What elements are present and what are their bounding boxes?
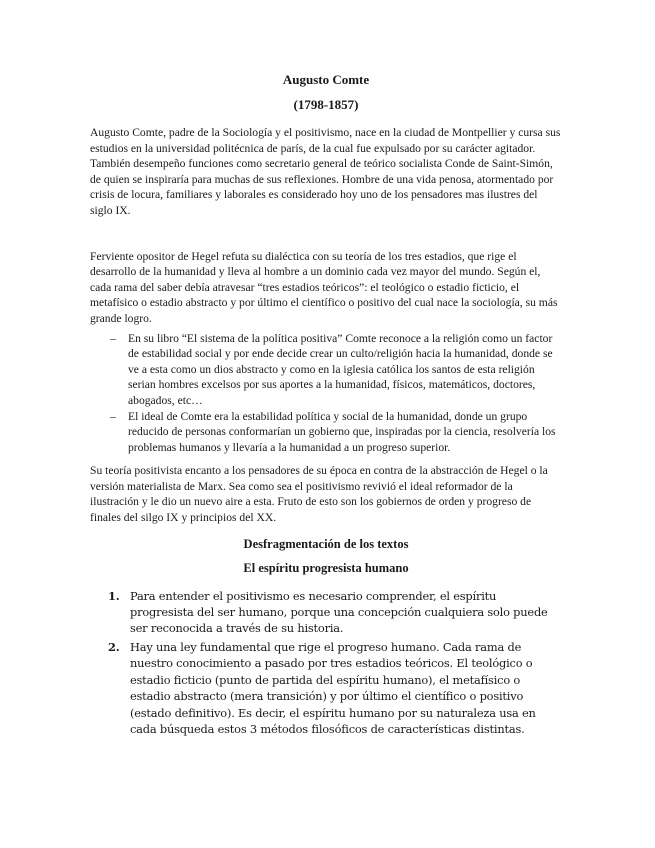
dash-marker: – xyxy=(110,409,116,423)
life-dates: (1798-1857) xyxy=(293,97,359,112)
intro-paragraph: Augusto Comte, padre de la Sociología y el positivismo, nace en la ciudad de Montpellier y cursa sus estudios en la universidad politécnica de parís, de la cual fue expulsado por su carácter agitador. También desempeño funciones como secretario general de teórico socialista Conde de Saint-Simón, de quien se inspiraría para muchas de sus reflexiones. Hombre de una vida penosa, atormentado por crisis de locura, familiares y laborales es considerado hoy uno de los pensadores mas ilustres del siglo IX. xyxy=(90,126,561,217)
numbered-item xyxy=(90,588,562,637)
bullet-text: En su libro “El sistema de la política positiva” Comte reconoce a la religión como un factor de estabilidad social y por ende decide crear un culto/religión hacia la humanidad, donde se ve a esta como un dios abstracto y como en la iglesia católica los santos de esta religión serian hombres excelsos por sus aportes a la humanidad, físicos, matemáticos, doctores, abogados, etc… xyxy=(128,331,553,407)
bullet-list xyxy=(90,331,562,456)
section-subtitle: El espíritu progresista humano xyxy=(243,560,409,575)
document-page xyxy=(90,72,562,739)
theory-paragraph: Ferviente opositor de Hegel refuta su dialéctica con su teoría de los tres estadios, que rige el desarrollo de la humanidad y lleva al hombre a un dominio cada vez mayor del mundo. Según el, cada rama del saber debía atravesar “tres estadios teóricos”: el teológico o estadio ficticio, el metafísico o estadio abstracto y por último el científico o positivo del cual nace la sociología, su más grande logro. xyxy=(90,249,558,325)
numbered-list xyxy=(90,588,562,738)
item-number: 2. xyxy=(108,639,120,654)
positivism-paragraph: Su teoría positivista encanto a los pensadores de su época en contra de la abstracción de Hegel o la versión materialista de Marx. Sea como sea el positivismo revivió el ideal reformador de la ilustración y le dio un nuevo aire a esta. Fruto de esto son los gobiernos de orden y progreso de finales del silgo IX y principios del XX. xyxy=(90,464,548,525)
bullet-item xyxy=(90,409,562,456)
document-title: Augusto Comte xyxy=(282,72,370,87)
item-number: 1. xyxy=(108,588,120,603)
section-title: Desfragmentación de los textos xyxy=(243,536,409,551)
numbered-text: Hay una ley fundamental que rige el progreso humano. Cada rama de nuestro conocimiento a pasado por tres estadios teóricos. El teológico o estadio ficticio (punto de partida del espíritu humano), el metafísico o estadio abstracto (mera transición) y por último el científico o positivo (estado definitivo). Es decir, el espíritu humano por su naturaleza usa en cada búsqueda estos 3 métodos filosóficos de características distintas. xyxy=(130,639,536,736)
bullet-item xyxy=(90,331,562,409)
numbered-item xyxy=(90,639,562,737)
dash-marker: – xyxy=(110,331,116,345)
numbered-text: Para entender el positivismo es necesario comprender, el espíritu progresista del ser humano, porque una concepción cualquiera solo puede ser reconocida a través de su historia. xyxy=(130,588,548,636)
bullet-text: El ideal de Comte era la estabilidad política y social de la humanidad, donde un grupo reducido de personas conformarían un gobierno que, inspiradas por la ciencia, resolvería los problemas humanos y llevaría a la humanidad a un progreso superior. xyxy=(128,409,556,454)
